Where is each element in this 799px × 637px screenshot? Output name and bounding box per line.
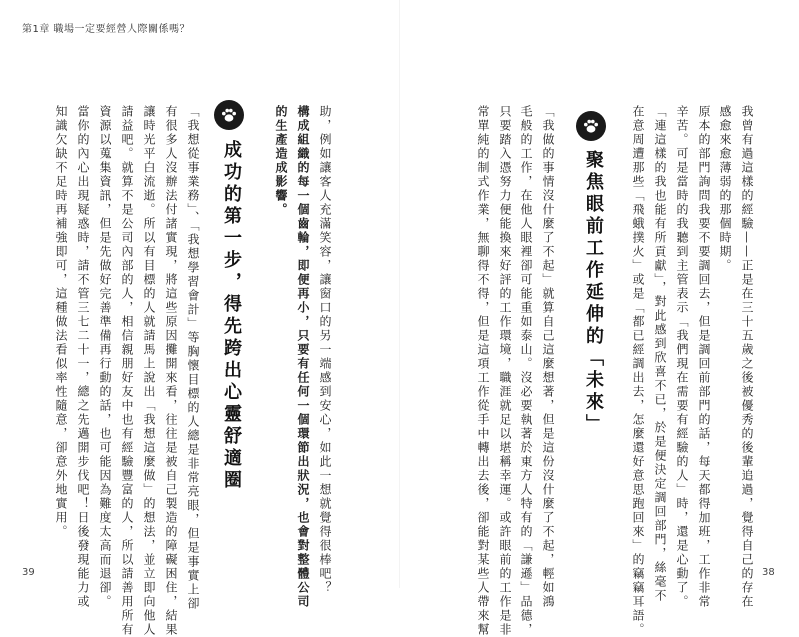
paw-icon: [214, 100, 244, 130]
right-text-column: 「連這樣的我也能有所貢獻」，對此感到欣喜不已，於是便決定調回部門，絲毫不: [653, 105, 667, 603]
paw-print-icon: [581, 116, 601, 136]
left-text-column: 資源以蒐集資訊，但是先做好完善準備再行動的話，也可能因為難度太高而退卻。: [98, 105, 112, 609]
left-text-column: 「我想從事業務」、「我想學習會計」等胸懷目標的人總是非常亮眼，但是事實上卻: [186, 105, 200, 611]
left-text-column: 當你的內心出現疑惑時，請不管三七二十一，總之先邁開步伐吧！日後發現能力或: [76, 105, 90, 609]
right-text-column: 辛苦。可是當時的我聽到主管表示「我們現在需要有經驗的人」時，還是心動了。: [675, 105, 689, 609]
right-text-column: 常單純的制式作業，無聊得不得，但是這項工作從手中轉出去後，卻能對某些人帶來幫: [476, 105, 490, 637]
chapter-header: 第1章 職場一定要經營人際關係嗎？: [22, 24, 191, 35]
left-text-column: 助，例如讓客人充滿笑容，讓窗口的另一端感到安心，如此一想就覺得很棒吧？: [318, 105, 332, 595]
right-text-column: 「我做的事情沒什麼了不起」就算自己這麼想著，但是這份沒什麼了不起，輕如鴻: [541, 105, 555, 609]
paw-icon: [576, 111, 606, 141]
right-text-column: 在意周遭那些「飛蛾撲火」或是「都已經調出去，怎麼還好意思跑回來」的竊竊耳語。: [631, 105, 645, 637]
left-text-column: 請益吧。就算不是公司內部的人，相信親朋好友中也有經驗豐富的人，所以請善用所有: [120, 105, 134, 637]
left-text-column: 的生產造成影響。: [274, 105, 288, 217]
page-number-left: 39: [22, 567, 35, 578]
left-text-column: 有很多人沒辦法付諸實現，將這些原因攤開來看，往往是被自己製造的障礙困住，結果: [164, 105, 178, 637]
left-text-column: 知識欠缺不足時再補強即可，這種做法看似率性隨意，卻意外地實用。: [54, 105, 68, 539]
page-gutter: [399, 0, 400, 588]
paw-print-icon: [219, 105, 239, 125]
right-text-column: 只要踏入憑努力便能換來好評的工作環境，職涯就足以堪稱幸運。或許眼前的工作是非: [498, 105, 512, 637]
page-number-right: 38: [762, 567, 775, 578]
section-heading-left: 成功的第一步，得先跨出心靈舒適圈: [221, 140, 242, 492]
left-text-column: 構成組織的每一個齒輪，即便再小，只要有任何一個環節出狀況，也會對整體公司: [296, 105, 310, 609]
right-text-column: 毛般的工作，在他人眼裡卻可能重如泰山。沒必要執著於東方人特有的「謙遜」品德，: [519, 105, 533, 637]
left-text-column: 讓時光平白流逝。所以有目標的人就請馬上說出「我想這麼做」的想法，並立即向他人: [142, 105, 156, 637]
section-heading-right: 聚焦眼前工作延伸的「未來」: [583, 150, 604, 436]
right-text-column: 感愈來愈薄弱的那個時期。: [718, 105, 732, 273]
right-text-column: 我曾有過這樣的經驗——正是在三十五歲之後被優秀的後輩追過，覺得自己的存在: [740, 105, 754, 609]
right-text-column: 原本的部門詢問我要不要調回去，但是調回前部門的話，每天都得加班，工作非常: [697, 105, 711, 609]
